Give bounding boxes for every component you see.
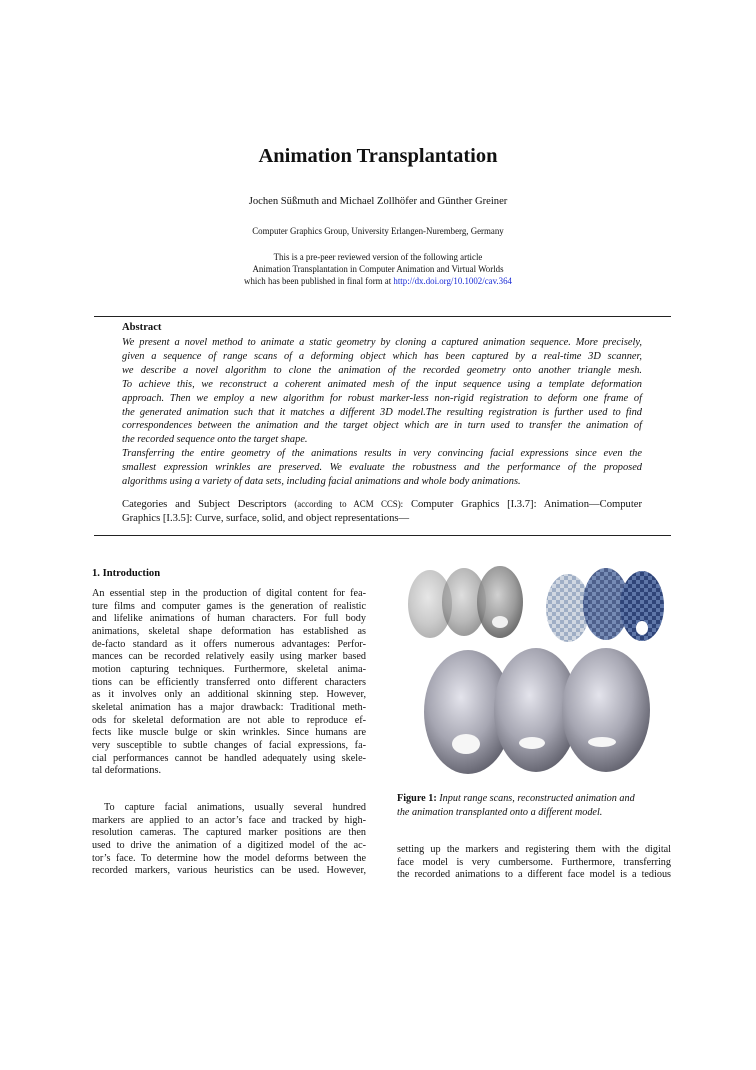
reconstructed-meshes [546, 568, 664, 642]
text-line: To capture facial animations, usually several hundred [104, 802, 366, 813]
doi-link[interactable]: http://dx.doi.org/10.1002/cav.364 [393, 276, 512, 286]
text-line: setting up the markers and registering them with the digital [397, 844, 671, 855]
abstract-body [122, 336, 642, 489]
abstract-heading: Abstract [122, 322, 162, 333]
top-rule [94, 316, 671, 317]
authors: Jochen Süßmuth and Michael Zollhöfer and Günther Greiner [248, 196, 508, 207]
text-line: tal deformations. [92, 765, 162, 777]
range-scans [408, 566, 523, 638]
text-line: fects like muscle bulge or skin wrinkles. Since humans are [92, 727, 366, 739]
abstract-line: smallest expression wrinkles are preserved. We evaluate the robustness and the performance of the proposed [122, 462, 642, 474]
categories-line [122, 497, 642, 512]
categories-line: Graphics [I.3.5]: Curve, surface, solid, and object representations— [122, 513, 410, 525]
section-heading: 1. Introduction [92, 568, 161, 579]
text-line: used to drive the animation of a digitized model of the ac- [92, 839, 366, 851]
intro-paragraph [92, 588, 366, 778]
publication-note-prefix: which has been published in final form at [244, 276, 394, 286]
text-line: resolution cameras. The captured marker positions are then [92, 827, 366, 839]
publication-note-line: Animation Transplantation in Computer Animation and Virtual Worlds [252, 264, 504, 274]
publication-note-line: This is a pre-peer reviewed version of the following article [273, 252, 483, 262]
categories-note: (according to ACM CCS): [294, 499, 404, 509]
abstract-line: algorithms using a variety of data sets, including facial animations and whole body animations. [122, 476, 521, 488]
intro-paragraph [397, 844, 671, 882]
text-line: recorded markers, various heuristics can be used. However, [92, 865, 366, 877]
bottom-rule [94, 535, 671, 536]
text-line: and lifelike animations of human characters. For full body [92, 613, 366, 625]
abstract-line: given a sequence of range scans of a deforming object which has been captured by a real-time 3D scanner, [122, 350, 642, 362]
abstract-line: correspondences between the animation and the target object which are in turn used to transfer the animation of [122, 420, 642, 432]
caption-text: Input range scans, reconstructed animation and [439, 793, 635, 804]
transplanted-faces [424, 648, 650, 774]
text-line: An essential step in the production of digital content for fea- [92, 588, 366, 599]
text-line: face model is very cumbersome. Furthermore, transferring [397, 856, 671, 868]
intro-paragraph [92, 802, 366, 878]
categories-descriptors [122, 497, 642, 526]
caption-label: Figure 1: [397, 793, 437, 804]
text-line: motion capturing techniques. Furthermore, skeletal anima- [92, 663, 366, 675]
text-line: tor’s face. To determine how the model deforms between the [92, 852, 366, 864]
text-line: mances can be recorded relatively easily using marker based [92, 651, 366, 663]
figure-caption [397, 792, 671, 819]
figure-image [396, 560, 672, 782]
text-line: animations, skeletal shape deformation has established as [92, 625, 366, 637]
caption-line [397, 792, 671, 806]
text-line: markers are applied to an actor’s face and tracked by high- [92, 814, 366, 826]
text-line: cial performances cannot be handled adequately using skele- [92, 752, 366, 764]
abstract-line: To achieve this, we reconstruct a coherent animated mesh of the input sequence using a template deformation [122, 378, 642, 390]
abstract-line: we describe a novel algorithm to clone the animation of the recorded geometry onto another triangle mesh. [122, 364, 642, 376]
abstract-line: the generated animation such that it matches a different 3D model.The resulting registration is further used to find [122, 406, 642, 418]
caption-text: the animation transplanted onto a different model. [397, 806, 603, 818]
text-line: tions can be efficiently transferred onto different characters [92, 676, 366, 688]
text-line: ods for skeletal deformation are not able to reproduce ef- [92, 714, 366, 726]
text-line: very susceptible to subtle changes of facial expressions, fa- [92, 739, 366, 751]
text-line: skeletal animation has a major drawback: Traditional meth- [92, 701, 366, 713]
affiliation: Computer Graphics Group, University Erlangen-Nuremberg, Germany [252, 226, 504, 236]
text-line: de-facto standard as it offers numerous advantages: Perfor- [92, 638, 366, 650]
abstract-line: the recorded sequence onto the target shape. [122, 434, 308, 446]
publication-note-line [0, 276, 756, 286]
abstract-line: Transferring the entire geometry of the animations results in very convincing facial expressions since even the [122, 448, 642, 460]
caption-line [397, 806, 671, 820]
categories-label: Categories and Subject Descriptors [122, 499, 287, 510]
abstract-line: approach. Then we employ a new algorithm for robust marker-less non-rigid registration to deform one frame of [122, 392, 642, 404]
text-line: as it involves only an additional skinning step. However, [92, 689, 366, 701]
categories-text: Computer Graphics [I.3.7]: Animation—Computer [410, 499, 642, 510]
paper-title: Animation Transplantation [258, 145, 498, 167]
text-line: ture films and computer games is the generation of realistic [92, 600, 366, 612]
text-line: the recorded animations to a different face model is a tedious [397, 869, 671, 881]
abstract-line: We present a novel method to animate a static geometry by cloning a captured animation sequence. More precisely, [122, 337, 642, 348]
